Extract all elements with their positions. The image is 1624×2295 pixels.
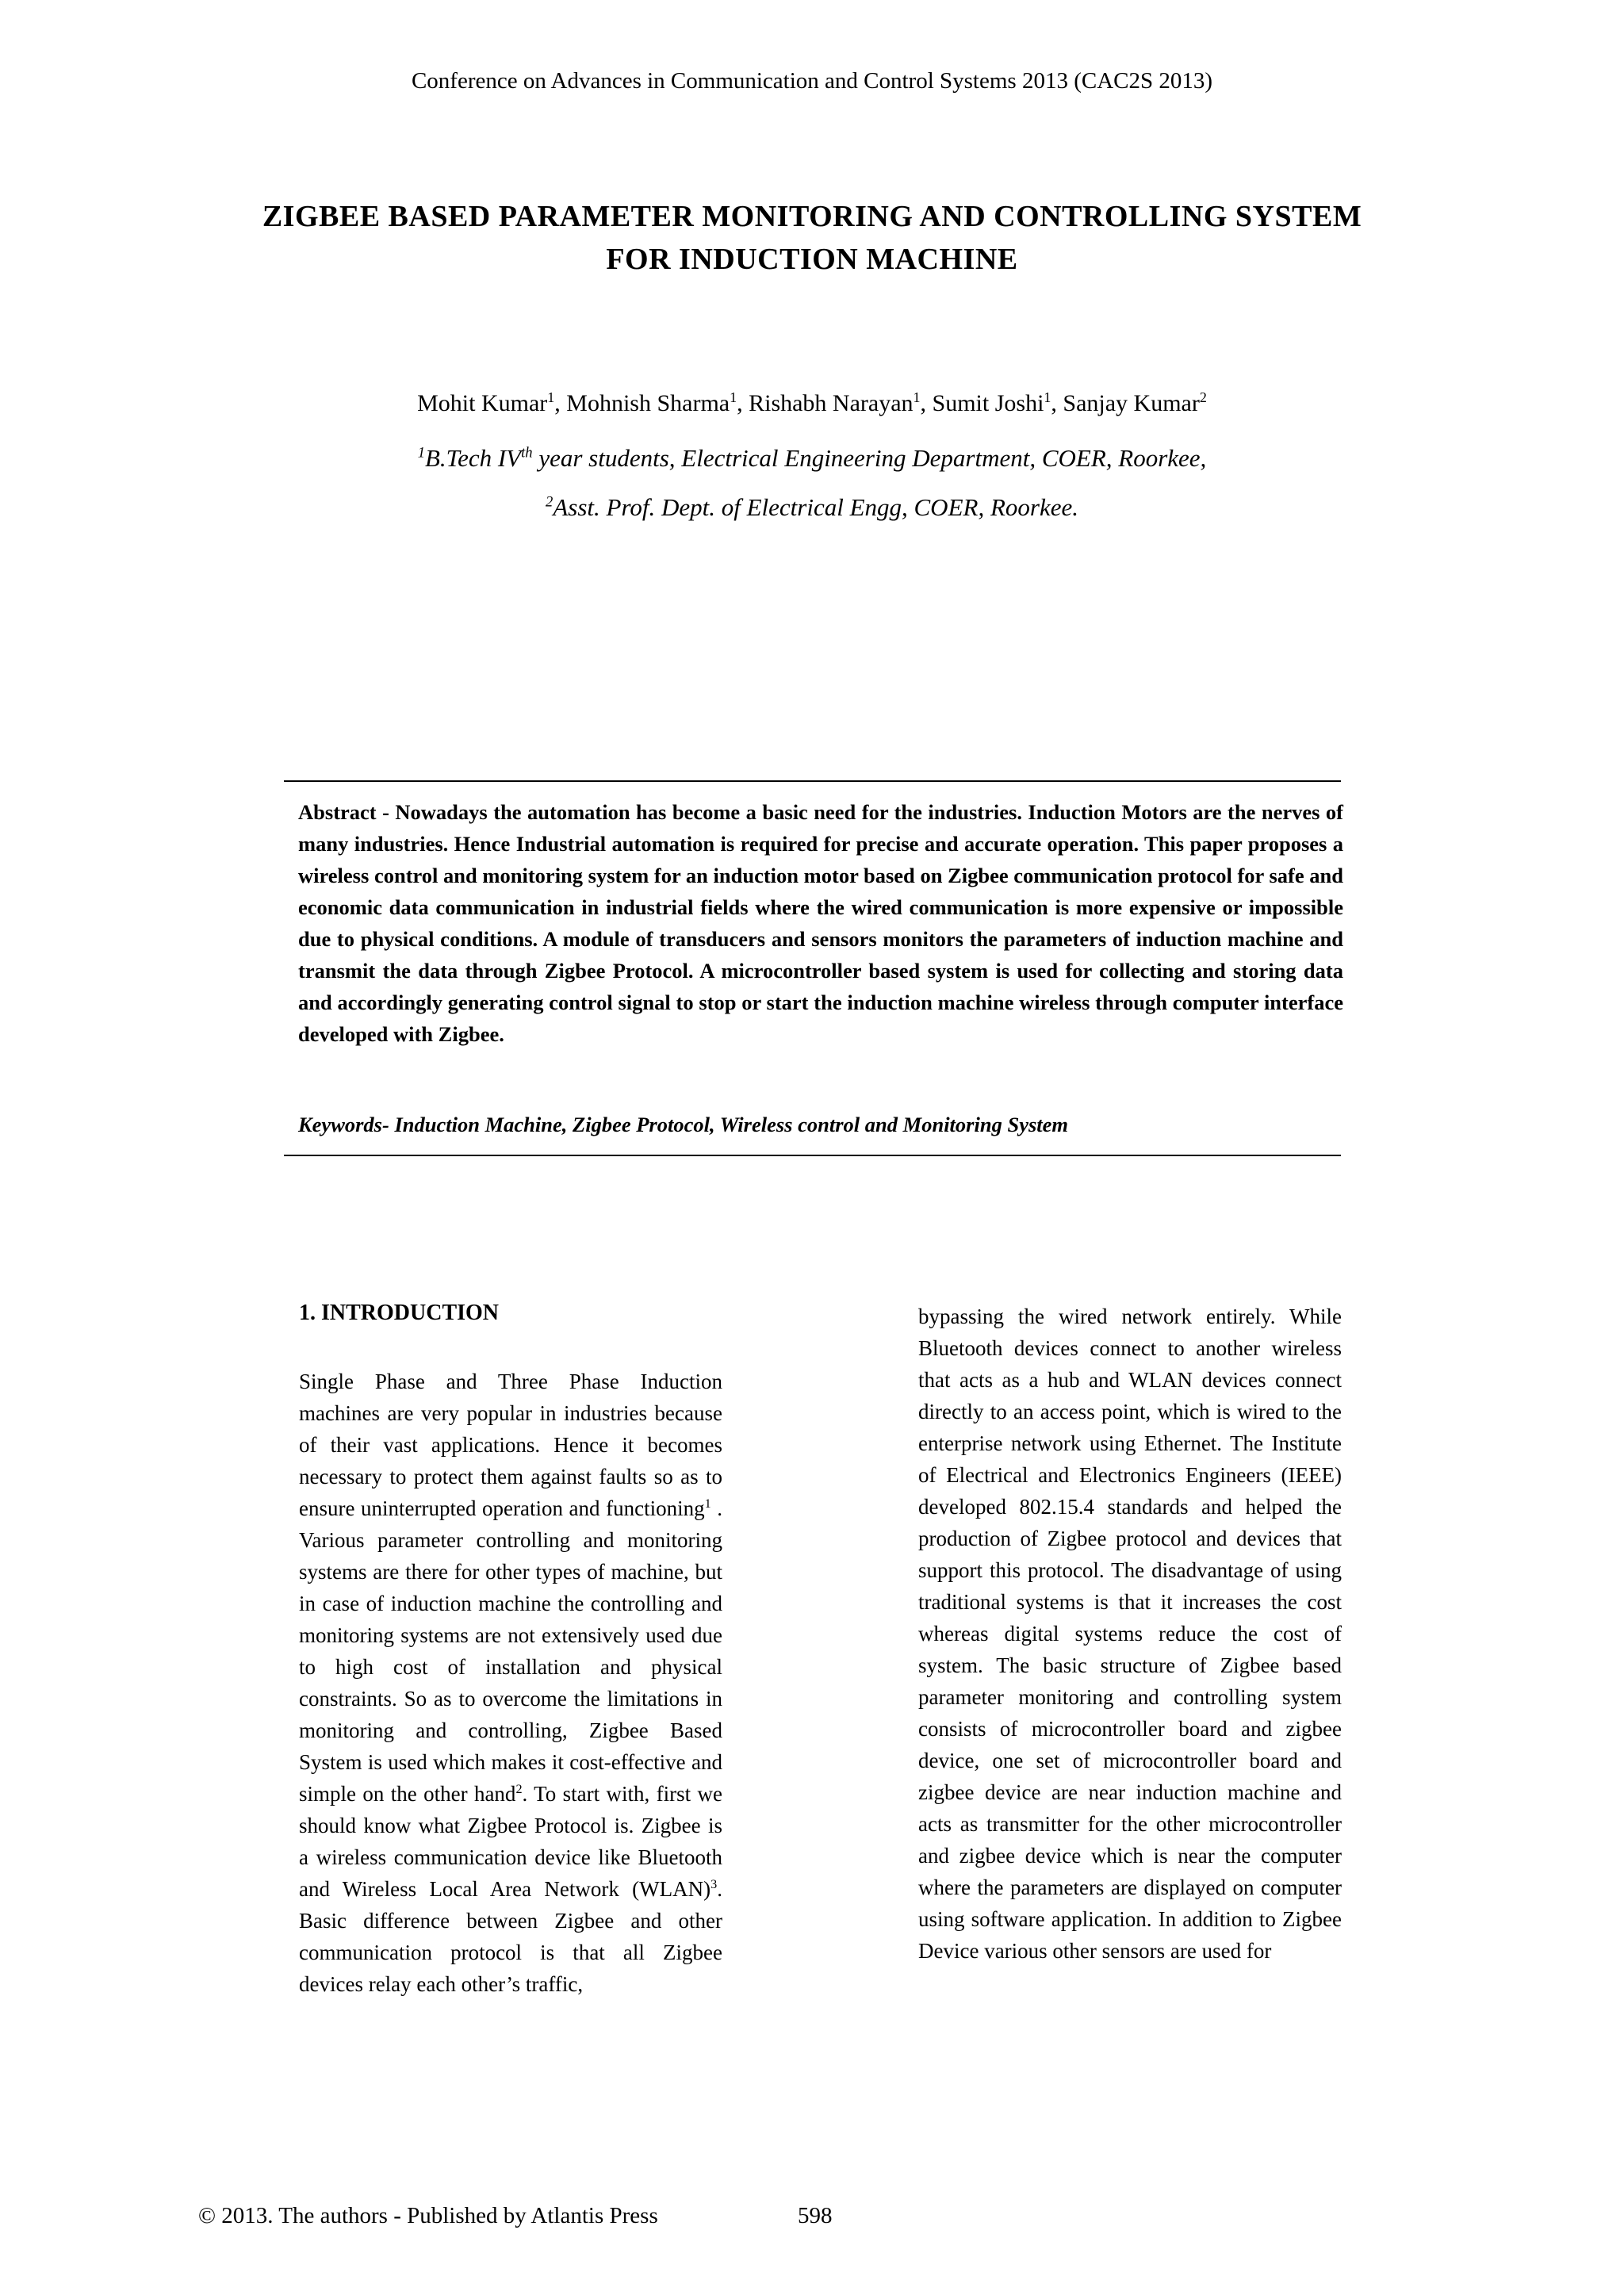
affiliation-mark: 2 — [546, 493, 553, 511]
author-name: Sumit Joshi — [932, 390, 1044, 416]
body-text: . Various parameter controlling and monitoring systems are there for other types of machine, but in case of induction machine the controlling and monitoring systems are not extensively used due to high cost of installation and physical constraints. So as to overcome the limitations in monitoring and controlling, Zigbee Based System is used which makes it cost-effective and simple on the other hand — [299, 1496, 722, 1806]
body-text: Single Phase and Three Phase Induction machines are very popular in industries because of their vast applications. Hence it becomes necessary to protect them against faults so as to ensure uninterrupted operation and functioning — [299, 1370, 722, 1520]
citation-mark: 3 — [710, 1877, 718, 1891]
introduction-left-column — [299, 1366, 722, 2000]
author-name: Rishabh Narayan — [749, 390, 914, 416]
author-list — [0, 390, 1624, 417]
body-text: . Basic difference between Zigbee and other communication protocol is that all Zigbee devices relay each other’s traffic, — [299, 1877, 722, 1996]
introduction-right-column: bypassing the wired network entirely. While Bluetooth devices connect to another wireless that acts as a hub and WLAN devices connect directly to an access point, which is wired to the enterprise network using Ethernet. The Institute of Electrical and Electronics Engineers (IEEE) developed 802.15.4 standards and helped the production of Zigbee protocol and devices that support this protocol. The disadvantage of using traditional systems is that it increases the cost whereas digital systems reduce the cost of system. The basic structure of Zigbee based parameter monitoring and controlling system consists of microcontroller board and zigbee device, one set of microcontroller board and zigbee device are near induction machine and acts as transmitter for the other microcontroller and zigbee device which is near the computer where the parameters are displayed on computer using software application. In addition to Zigbee Device various other sensors are used for — [918, 1305, 1342, 1963]
author-separator: , — [554, 390, 567, 416]
affiliation-1 — [0, 444, 1624, 473]
abstract: Abstract - Nowadays the automation has become a basic need for the industries. Induction Motors are the nerves of many industries. Hence Industrial automation is required for precise and accurate operation. This paper proposes a wireless control and monitoring system for an induction motor based on Zigbee communication protocol for safe and economic data communication in industrial fields where the wired communication is more expensive or impossible due to physical conditions. A module of transducers and sensors monitors the parameters of induction machine and transmit the data through Zigbee Protocol. A microcontroller based system is used for collecting and storing data and accordingly generating control signal to stop or start the induction machine wireless through computer interface developed with Zigbee. — [298, 800, 1343, 1046]
paper-title — [0, 195, 1624, 281]
author-separator: , — [920, 390, 933, 416]
affiliation-mark: 1 — [417, 444, 425, 462]
ordinal-suffix: th — [521, 444, 533, 462]
title-line-2: FOR INDUCTION MACHINE — [606, 243, 1018, 276]
author-affiliation-mark: 1 — [1044, 389, 1051, 405]
affiliation-1-text: year students, Electrical Engineering Department, COER, Roorkee, — [532, 444, 1207, 472]
affiliation-2 — [0, 493, 1624, 522]
author-name: Sanjay Kumar — [1063, 390, 1200, 416]
abstract-top-rule — [284, 780, 1341, 782]
author-affiliation-mark: 1 — [913, 389, 921, 405]
section-heading-introduction: 1. INTRODUCTION — [299, 1301, 500, 1325]
author-name: Mohnish Sharma — [566, 390, 730, 416]
author-separator: , — [737, 390, 749, 416]
affiliation-1-prefix: B.Tech IV — [425, 444, 522, 472]
citation-mark: 1 — [704, 1496, 711, 1511]
conference-header: Conference on Advances in Communication and Control Systems 2013 (CAC2S 2013) — [411, 68, 1213, 94]
page-number: 598 — [798, 2203, 833, 2228]
citation-mark: 2 — [515, 1782, 523, 1796]
footer-copyright: © 2013. The authors - Published by Atlantis Press — [198, 2203, 658, 2228]
author-name: Mohit Kumar — [417, 390, 548, 416]
keywords: Keywords- Induction Machine, Zigbee Protocol, Wireless control and Monitoring System — [298, 1113, 1069, 1136]
body-text: . To start with, first we should know what Zigbee Protocol is. Zigbee is a wireless communication device like Bluetooth and Wireless Local Area Network (WLAN) — [299, 1782, 722, 1901]
affiliation-2-text: Asst. Prof. Dept. of Electrical Engg, COER, Roorkee. — [553, 493, 1078, 521]
author-affiliation-mark: 1 — [547, 389, 555, 405]
author-separator: , — [1051, 390, 1063, 416]
author-affiliation-mark: 1 — [730, 389, 737, 405]
title-line-1: ZIGBEE BASED PARAMETER MONITORING AND CONTROLLING SYSTEM — [262, 200, 1362, 233]
abstract-bottom-rule — [284, 1155, 1341, 1156]
author-affiliation-mark: 2 — [1199, 389, 1207, 405]
